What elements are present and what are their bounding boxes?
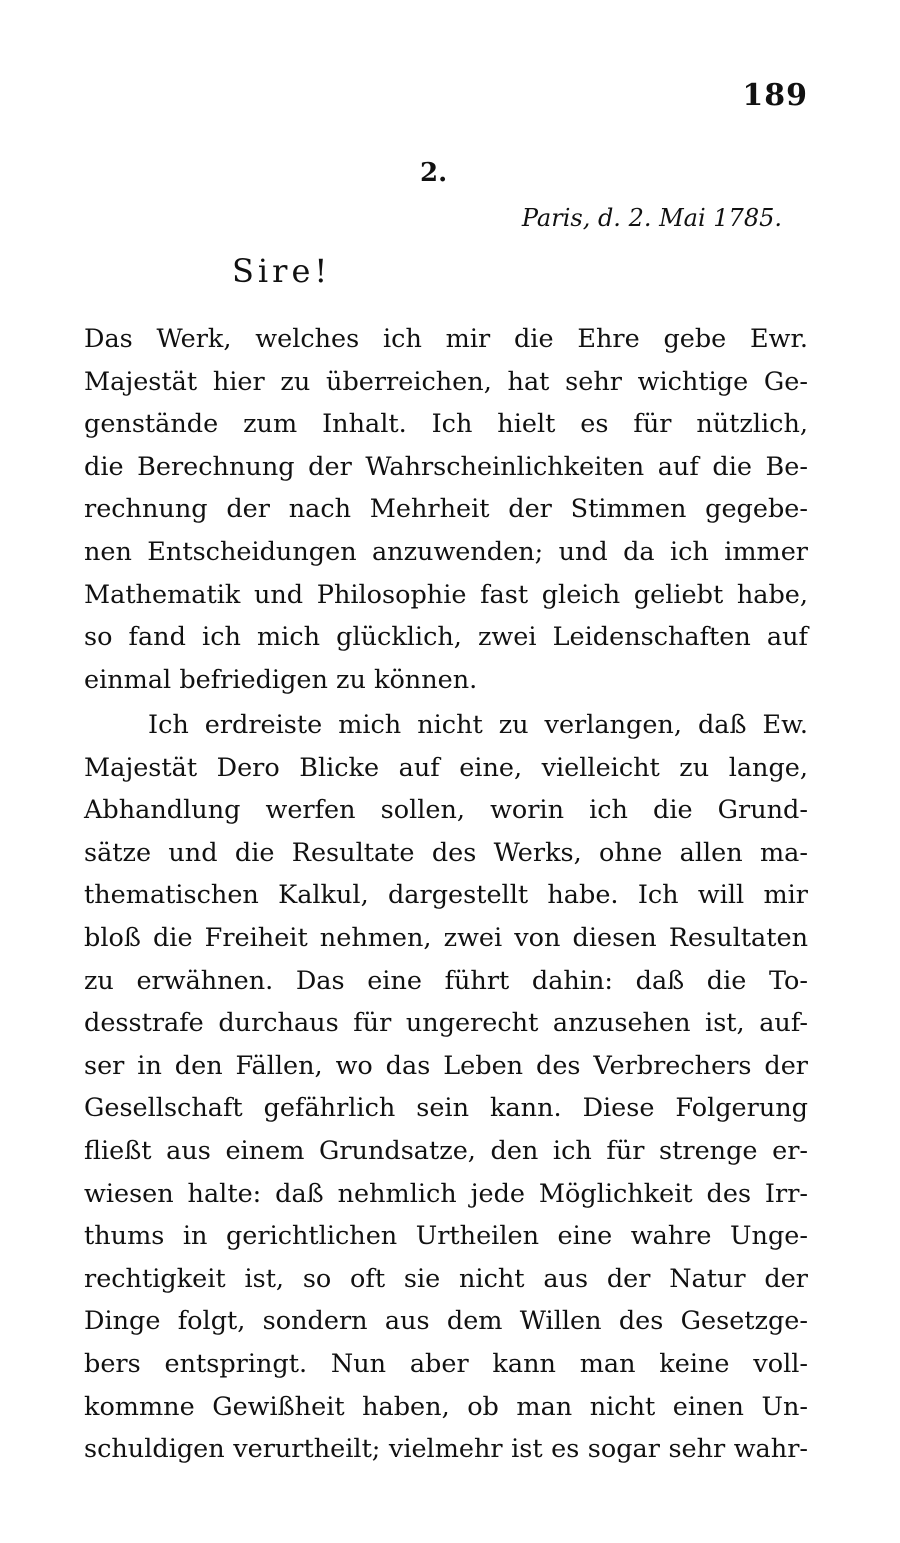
text-line: Gesellschaft gefährlich sein kann. Diese Folgerung: [84, 1093, 808, 1124]
text-line: desstrafe durchaus für ungerecht anzusehen ist, auf-: [84, 1008, 808, 1039]
text-line: sätze und die Resultate des Werks, ohne allen ma-: [84, 837, 808, 868]
text-line: thums in gerichtlichen Urtheilen eine wahre Unge-: [84, 1221, 808, 1252]
text-line: die Berechnung der Wahrscheinlichkeiten auf die Be-: [84, 451, 808, 482]
page-number: 189: [742, 78, 808, 113]
text-line: Dinge folgt, sondern aus dem Willen des Gesetzge-: [84, 1306, 808, 1337]
salutation: Sire!: [232, 252, 332, 290]
text-line: Mathematik und Philosophie fast gleich geliebt habe,: [84, 579, 808, 610]
text-line: nen Entscheidungen anzuwenden; und da ich immer: [84, 536, 808, 567]
text-line: Majestät hier zu überreichen, hat sehr wichtige Ge-: [84, 366, 808, 397]
text-line: bloß die Freiheit nehmen, zwei von diesen Resultaten: [84, 922, 808, 953]
text-line: wiesen halte: daß nehmlich jede Möglichkeit des Irr-: [84, 1178, 808, 1209]
text-line: ser in den Fällen, wo das Leben des Verbrechers der: [84, 1050, 808, 1081]
text-line: fließt aus einem Grundsatze, den ich für strenge er-: [84, 1135, 808, 1166]
dateline: Paris, d. 2. Mai 1785.: [521, 204, 782, 232]
text-line: Majestät Dero Blicke auf eine, vielleicht zu lange,: [84, 752, 808, 783]
text-line: bers entspringt. Nun aber kann man keine voll-: [84, 1348, 808, 1379]
text-line: einmal befriedigen zu können.: [84, 664, 478, 695]
paragraph-1: [84, 318, 808, 701]
text-line: rechnung der nach Mehrheit der Stimmen gegebe-: [84, 494, 808, 525]
text-line: Abhandlung werfen sollen, worin ich die Grund-: [84, 795, 808, 826]
section-number: 2.: [420, 158, 448, 188]
text-line: kommne Gewißheit haben, ob man nicht einen Un-: [84, 1391, 808, 1422]
text-line: genstände zum Inhalt. Ich hielt es für nützlich,: [84, 409, 808, 440]
text-line: schuldigen verurtheilt; vielmehr ist es sogar sehr wahr-: [84, 1434, 808, 1465]
text-line: Ich erdreiste mich nicht zu verlangen, daß Ew.: [148, 710, 808, 740]
text-line: so fand ich mich glücklich, zwei Leidenschaften auf: [84, 622, 808, 653]
text-line: zu erwähnen. Das eine führt dahin: daß die To-: [84, 965, 808, 996]
paragraph-2: [84, 704, 808, 1471]
text-line: rechtigkeit ist, so oft sie nicht aus der Natur der: [84, 1263, 808, 1294]
text-line: thematischen Kalkul, dargestellt habe. Ich will mir: [84, 880, 808, 911]
text-line: Das Werk, welches ich mir die Ehre gebe Ewr.: [84, 324, 808, 354]
